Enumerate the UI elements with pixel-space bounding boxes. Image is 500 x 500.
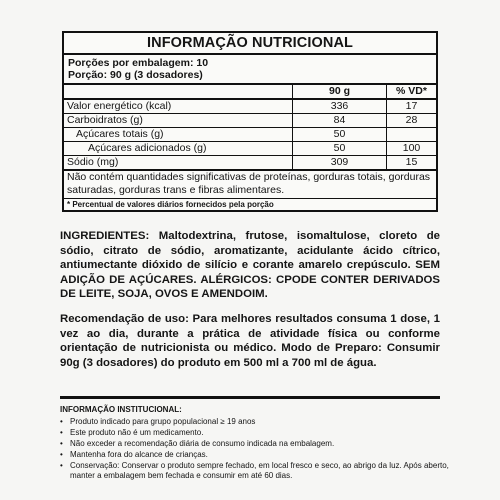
nutrition-title: INFORMAÇÃO NUTRICIONAL: [64, 33, 436, 55]
nutrient-row: [64, 128, 436, 142]
institutional-item: [60, 428, 450, 438]
nutrient-row: [64, 99, 436, 114]
institutional-item: [60, 439, 450, 449]
nutrient-name: Sódio (mg): [64, 156, 293, 171]
servings-per-package: Porções por embalagem: 10: [68, 57, 209, 69]
institutional-item: [60, 450, 450, 460]
institutional-item-text: Mantenha fora do alcance de crianças.: [70, 450, 208, 459]
nutrient-amount: 84: [293, 114, 387, 128]
bullet-icon: •: [60, 461, 63, 470]
ingredients-paragraph: [60, 229, 440, 302]
nutrient-name: Valor energético (kcal): [64, 99, 293, 114]
institutional-item: [60, 417, 450, 427]
header-amount: 90 g: [293, 85, 387, 99]
section-divider: [60, 396, 440, 399]
nutrient-header-row: [64, 85, 436, 99]
bullet-icon: •: [60, 428, 63, 437]
nutrient-name: Açúcares totais (g): [64, 128, 293, 142]
nutrient-amount: 336: [293, 99, 387, 114]
nutrient-name: Carboidratos (g): [64, 114, 293, 128]
institutional-title: INFORMAÇÃO INSTITUCIONAL:: [60, 405, 182, 414]
header-nutrient: [64, 85, 293, 99]
bullet-icon: •: [60, 417, 63, 426]
bullet-icon: •: [60, 439, 63, 448]
nutrition-footnote: * Percentual de valores diários fornecidos pela porção: [67, 200, 274, 209]
ingredients-label: INGREDIENTES:: [60, 230, 150, 242]
usage-recommendation-paragraph: Recomendação de uso: Para melhores resultados consuma 1 dose, 1 vez ao dia, durante a prática de atividade física ou conforme orientação de nutricionista ou médico. Modo de Preparo: Consumir 90g (3 dosadores) do produto em 500 ml a 700 ml de água.: [60, 313, 440, 369]
nutrient-row: [64, 142, 436, 156]
institutional-item: [60, 461, 450, 481]
nutrient-daily-value: 15: [387, 156, 437, 171]
nutrient-row: [64, 114, 436, 128]
nutrient-daily-value: 17: [387, 99, 437, 114]
nutrient-row: [64, 156, 436, 171]
nutrient-daily-value: [387, 128, 437, 142]
serving-info: [64, 55, 436, 85]
nutrient-amount: 50: [293, 142, 387, 156]
nutrition-facts-table: [62, 31, 438, 212]
header-daily-value: % VD*: [387, 85, 437, 99]
nutrient-rows: [64, 85, 436, 171]
nutrient-daily-value: 28: [387, 114, 437, 128]
institutional-info: [60, 405, 450, 482]
ingredients-text: Maltodextrina, frutose, isomaltulose, cloreto de sódio, citrato de sódio, aromatizante, acidulante ácido cítrico, antiumectante dióxido de silício e corante amarelo crepúsculo. SEM ADIÇÃO DE AÇÚCARES. ALÉRGICOS: CPODE CONTER DERIVADOS DE LEITE, SOJA, OVOS E AMENDOIM.: [60, 230, 440, 300]
nutrient-amount: 50: [293, 128, 387, 142]
bullet-icon: •: [60, 450, 63, 459]
institutional-item-text: Não exceder a recomendação diária de consumo indicada na embalagem.: [70, 439, 335, 448]
nutrient-name: Açúcares adicionados (g): [64, 142, 293, 156]
nutrition-note: Não contém quantidades significativas de proteínas, gorduras totais, gorduras saturadas, gorduras trans e fibras alimentares.: [64, 171, 436, 199]
institutional-item-text: Este produto não é um medicamento.: [70, 428, 204, 437]
nutrient-daily-value: 100: [387, 142, 437, 156]
nutrient-amount: 309: [293, 156, 387, 171]
institutional-item-text: Produto indicado para grupo populacional ≥ 19 anos: [70, 417, 256, 426]
serving-size: Porção: 90 g (3 dosadores): [68, 69, 203, 81]
institutional-item-text: Conservação: Conservar o produto sempre fechado, em local fresco e seco, ao abrigo da luz. Após aberto, manter a embalagem bem fechada e consumir em até 60 dias.: [70, 461, 449, 480]
